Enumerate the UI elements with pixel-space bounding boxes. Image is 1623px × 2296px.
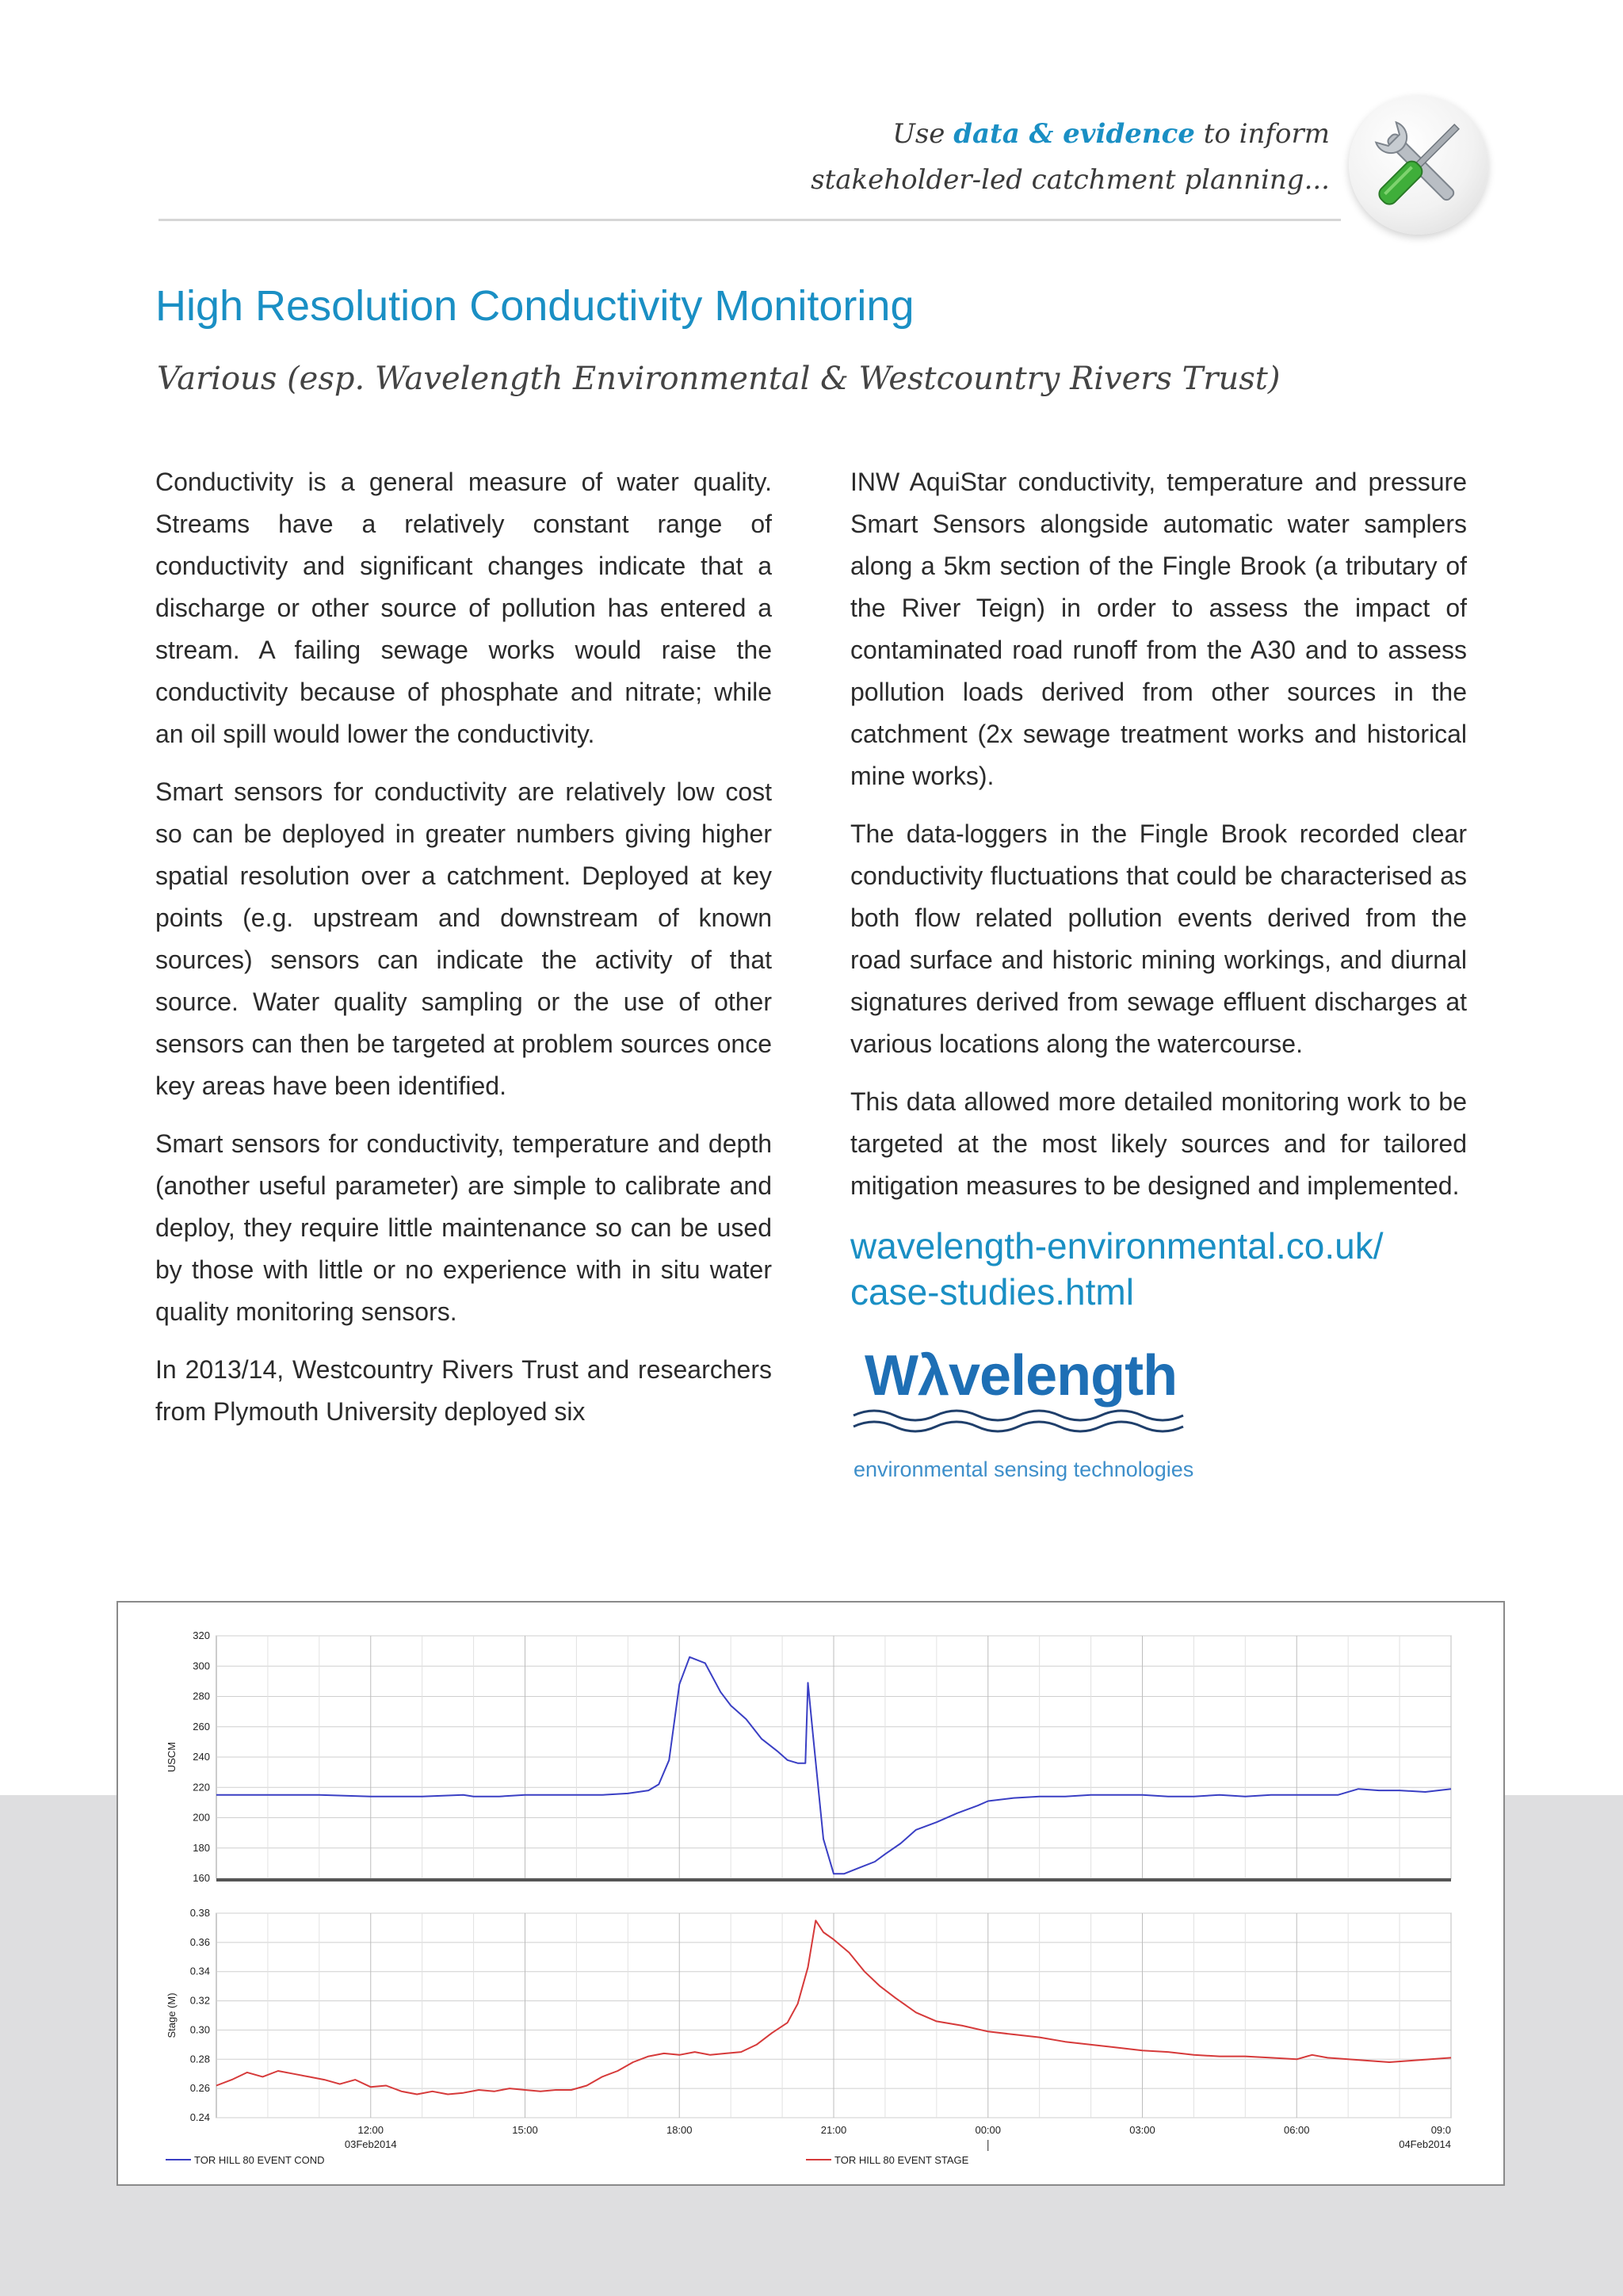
x-tick-label: 12:00 bbox=[357, 2124, 384, 2136]
y-tick-label: 280 bbox=[193, 1690, 210, 1702]
case-studies-link[interactable] bbox=[850, 1223, 1467, 1315]
x-tick-label: 09:0 bbox=[1430, 2124, 1451, 2136]
x-tick-label: 18:00 bbox=[666, 2124, 693, 2136]
y-tick-label: 0.38 bbox=[189, 1907, 210, 1919]
y-tick-label: 0.34 bbox=[189, 1965, 210, 1977]
legend-label-stage: TOR HILL 80 EVENT STAGE bbox=[834, 2154, 969, 2166]
y-tick-label: 0.26 bbox=[189, 2082, 210, 2095]
y-tick-label: 0.24 bbox=[189, 2111, 210, 2123]
wavelength-logo bbox=[850, 1345, 1199, 1491]
x-tick-label: 00:00 bbox=[975, 2124, 1002, 2136]
x-tick-label: 03:00 bbox=[1129, 2124, 1155, 2136]
y-tick-label: 300 bbox=[193, 1660, 210, 1672]
y-tick-label: 220 bbox=[193, 1781, 210, 1794]
tagline-suffix: to inform bbox=[1203, 118, 1330, 150]
header-divider bbox=[158, 219, 1341, 221]
paragraph: Conductivity is a general measure of water quality. Streams have a relatively constant range of conductivity and significant changes indicate that a discharge or other source of pollution has entered a stream. A failing sewage works would raise the conductivity because of phosphate and nitrate; while an oil spill would lower the conductivity. bbox=[155, 468, 772, 748]
paragraph: INW AquiStar conductivity, temperature and pressure Smart Sensors alongside automatic water samplers along a 5km section of the Fingle Brook (a tributary of the River Teign) in order to assess the impact of contaminated road runoff from the A30 and to assess pollution loads derived from other sources in the catchment (2x sewage treatment works and historical mine works). bbox=[850, 468, 1467, 790]
x-tick-label: 06:00 bbox=[1283, 2124, 1310, 2136]
x-tick-label: 21:00 bbox=[820, 2124, 847, 2136]
y-tick-label: 260 bbox=[193, 1720, 210, 1733]
header-tagline bbox=[617, 111, 1330, 203]
logo-wave-icon bbox=[850, 1408, 1199, 1436]
paragraph: Smart sensors for conductivity are relatively low cost so can be deployed in greater numbers giving higher spatial resolution over a catchment. Deployed at key points (e.g. upstream and downstream of known sources) sensors can indicate the activity of that source. Water quality sampling or the use of other sensors can then be targeted at problem sources once key areas have been identified. bbox=[155, 777, 772, 1100]
y-tick-label: 200 bbox=[193, 1811, 210, 1824]
legend-label-cond: TOR HILL 80 EVENT COND bbox=[194, 2154, 325, 2166]
y-tick-label: 0.36 bbox=[189, 1935, 210, 1948]
page-subtitle: Various (esp. Wavelength Environmental & Westcountry Rivers Trust) bbox=[157, 361, 1281, 397]
y-axis-title: USCM bbox=[166, 1741, 178, 1773]
page-title: High Resolution Conductivity Monitoring bbox=[155, 282, 915, 330]
paragraph: In 2013/14, Westcountry Rivers Trust and researchers from Plymouth University deployed six bbox=[155, 1355, 772, 1426]
conductivity-stage-chart bbox=[116, 1601, 1505, 2186]
left-column bbox=[155, 461, 772, 1433]
paragraph: Smart sensors for conductivity, temperature and depth (another useful parameter) are simple to calibrate and deploy, they require little maintenance so can be used by those with little or no experience with in situ water quality monitoring sensors. bbox=[155, 1129, 772, 1326]
tools-icon bbox=[1349, 95, 1488, 235]
x-tick-label: 15:00 bbox=[512, 2124, 538, 2136]
right-column bbox=[850, 461, 1467, 1491]
date-label: 04Feb2014 bbox=[1399, 2138, 1451, 2150]
y-tick-label: 320 bbox=[193, 1629, 210, 1641]
chart-canvas bbox=[118, 1603, 1507, 2187]
tagline-highlight: data & evidence bbox=[953, 118, 1195, 150]
paragraph: The data-loggers in the Fingle Brook recorded clear conductivity fluctuations that could be characterised as both flow related pollution events derived from the road surface and historic mining workings, and diurnal signatures derived from sewage effluent discharges at various locations along the watercourse. bbox=[850, 819, 1467, 1058]
tagline-prefix: Use bbox=[892, 118, 945, 150]
y-tick-label: 160 bbox=[193, 1872, 210, 1884]
y-tick-label: 0.28 bbox=[189, 2053, 210, 2065]
y-tick-label: 240 bbox=[193, 1751, 210, 1763]
link-line-2[interactable]: case-studies.html bbox=[850, 1271, 1134, 1312]
y-tick-label: 180 bbox=[193, 1841, 210, 1854]
paragraph: This data allowed more detailed monitoring work to be targeted at the most likely sources and for tailored mitigation measures to be designed and implemented. bbox=[850, 1087, 1467, 1200]
y-tick-label: 0.32 bbox=[189, 1994, 210, 2007]
y-axis-title: Stage (M) bbox=[166, 1992, 178, 2038]
y-tick-label: 0.30 bbox=[189, 2023, 210, 2036]
logo-wordmark: Wλvelength bbox=[865, 1344, 1178, 1408]
tagline-line2: stakeholder-led catchment planning... bbox=[811, 164, 1330, 196]
logo-tagline: environmental sensing technologies bbox=[854, 1457, 1194, 1481]
link-line-1[interactable]: wavelength-environmental.co.uk/ bbox=[850, 1225, 1384, 1266]
date-label: 03Feb2014 bbox=[344, 2138, 397, 2150]
